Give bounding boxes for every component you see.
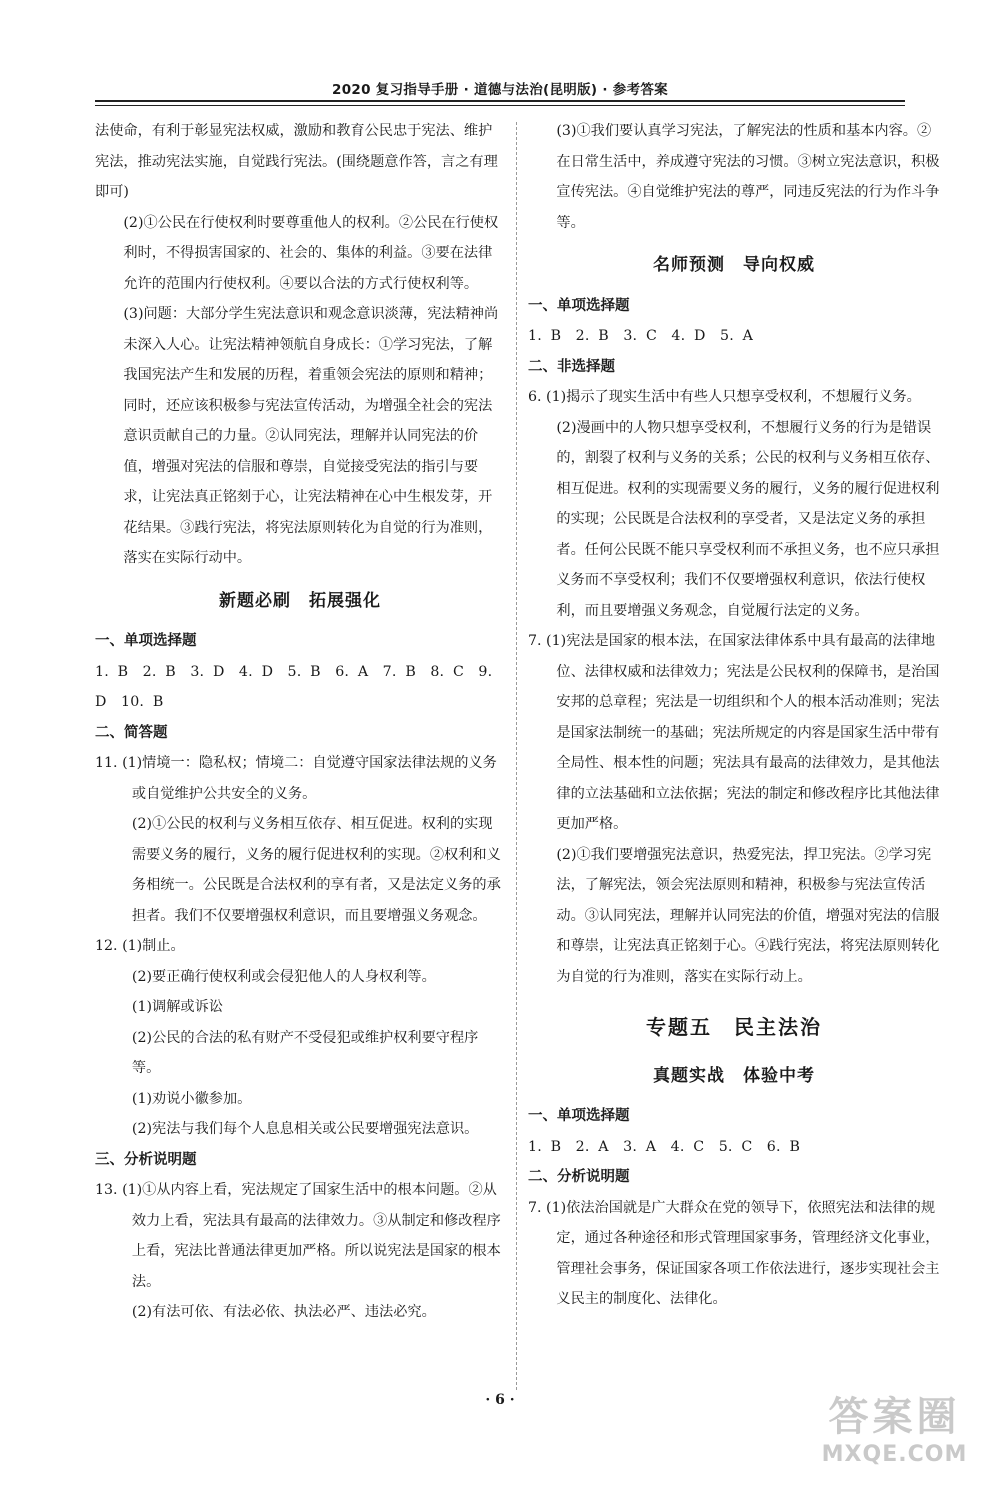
q13-part2: (2)有法可依、有法必依、执法必严、违法必究。 (131, 1304, 436, 1320)
q7-part2: (2)①我们要增强宪法意识，热爱宪法，捍卫宪法。②学习宪法，了解宪法，领会宪法原则和精神，积极参与宪法宣传活动。③认同宪法，理解并认同宪法的价值，增强对宪法的信服和尊崇，让宪法真正铭刻于心。④践行宪法，将宪法原则转化为自觉的行为准则，落实在实际行动上。 (556, 846, 940, 985)
left-mc-answers: 1. B 2. B 3. D 4. D 5. B 6. A 7. B 8. C 9. D 10. B (95, 663, 493, 710)
header-rule-thin (95, 105, 905, 106)
section-title-teacher-forecast: 名师预测 导向权威 (653, 255, 815, 275)
left-intro-line-1: (2)①公民在行使权利时要尊重他人的权利。②公民在行使权利时，不得损害国家的、社会的、集体的利益。③要在法律允许的范围内行使权利。④要以合法的方式行使权利等。 (123, 214, 499, 292)
watermark-big-text: 答案圈 (828, 1394, 961, 1440)
q7-part1: 7. (1)宪法是国家的根本法，在国家法律体系中具有最高的法律地位、法律权威和法律效力；宪法是公民权利的保障书，是治国安邦的总章程；宪法是一切组织和个人的根本活动准则；宪法是国家法制统一的基础；宪法所规定的内容是国家生活中带有全局性、根本性的问题；宪法具有最高的法律效力，是其他法律的立法基础和立法依据；宪法的制定和修改程序比其他法律更加严格。 (528, 633, 940, 832)
q12-line-4: (1)劝说小徽参加。 (131, 1090, 252, 1107)
q7b-answer: 7. (1)依法治国就是广大群众在党的领导下，依照宪法和法律的规定，通过各种途径和形式管理国家事务，管理经济文化事业，管理社会事务，保证国家各项工作依法进行，逐步实现社会主义民主的制度化、法律化。 (528, 1199, 940, 1307)
left-heading-short: 二、简答题 (95, 724, 168, 741)
header-rule-thick (95, 100, 905, 102)
q12-line-3: (2)公民的合法的私有财产不受侵犯或维护权利要守程序等。 (131, 1029, 479, 1076)
watermark-logo (807, 1392, 982, 1477)
section-title-real-exam: 真题实战 体验中考 (653, 1065, 815, 1086)
right-mc-answers-2: 1. B 2. A 3. A 4. C 5. C 6. B (528, 1138, 801, 1155)
section-title-new-questions: 新题必刷 拓展强化 (219, 590, 381, 611)
q12-line-0: 12. (1)制止。 (95, 938, 185, 954)
column-divider (516, 122, 517, 1390)
left-intro-line-0: 法使命，有利于彰显宪法权威，激励和教育公民忠于宪法、维护宪法，推动宪法实施，自觉践行宪法。(围绕题意作答，言之有理即可) (95, 123, 498, 200)
q12-line-5: (2)宪法与我们每个人息息相关或公民要增强宪法意识。 (131, 1121, 479, 1137)
page-number: · 6 · (485, 1392, 515, 1408)
q11-part2: (2)①公民的权利与义务相互依存、相互促进。权利的实现需要义务的履行，义务的履行促进权利的实现。②权利和义务相统一。公民既是合法权利的享有者，又是法定义务的承担者。我们不仅要增强权利意识，而且要增强义务观念。 (131, 816, 501, 924)
right-intro: (3)①我们要认真学习宪法，了解宪法的性质和基本内容。②在日常生活中，养成遵守宪法的习惯。③树立宪法意识，积极宣传宪法。④自觉维护宪法的尊严，同违反宪法的行为作斗争等。 (556, 123, 940, 231)
watermark-small-text: MXQE.COM (821, 1442, 968, 1467)
right-heading-mc: 一、单项选择题 (528, 297, 630, 314)
right-heading-nonmc: 二、非选择题 (528, 358, 615, 375)
right-mc-answers: 1. B 2. B 3. C 4. D 5. A (528, 328, 754, 344)
right-heading-mc-2: 一、单项选择题 (528, 1108, 630, 1124)
left-intro-line-2: (3)问题：大部分学生宪法意识和观念意识淡薄，宪法精神尚未深入人心。让宪法精神领航自身成长：①学习宪法，了解我国宪法产生和发展的历程，着重领会宪法的原则和精神；同时，还应该积极参与宪法宣传活动，为增强全社会的宪法意识贡献自己的力量。②认同宪法，理解并认同宪法的价值，增强对宪法的信服和尊崇，自觉接受宪法的指引与要求，让宪法真正铭刻于心，让宪法精神在心中生根发芽，开花结果。③践行宪法，将宪法原则转化为自觉的行为准则，落实在实际行动中。 (123, 306, 499, 566)
q11-part1: 11. (1)情境一：隐私权；情境二：自觉遵守国家法律法规的义务或自觉维护公共安全的义务。 (95, 755, 497, 802)
page-header: 2020 复习指导手册 · 道德与法治(昆明版) · 参考答案 (332, 82, 668, 98)
right-heading-analysis: 二、分析说明题 (528, 1169, 630, 1185)
q6-part2: (2)漫画中的人物只想享受权利，不想履行义务的行为是错误的，割裂了权利与义务的关系；公民的权利与义务相互依存、相互促进。权利的实现需要义务的履行，义务的履行促进权利的实现；公民既是合法权利的享受者，又是法定义务的承担者。任何公民既不能只享受权利而不承担义务，也不应只承担义务而不享受权利；我们不仅要增强权利意识，依法行使权利，而且要增强义务观念，自觉履行法定的义务。 (556, 419, 940, 619)
q13-part1: 13. (1)①从内容上看，宪法规定了国家生活中的根本问题。②从效力上看，宪法具有最高的法律效力。③从制定和修改程序上看，宪法比普通法律更加严格。所以说宪法是国家的根本法。 (95, 1182, 501, 1290)
q6-part1: 6. (1)揭示了现实生活中有些人只想享受权利，不想履行义务。 (528, 389, 921, 405)
q12-line-2: (1)调解或诉讼 (131, 999, 223, 1015)
left-column (95, 116, 505, 1328)
right-column (528, 116, 940, 1315)
left-heading-mc: 一、单项选择题 (95, 633, 197, 649)
left-heading-analysis: 三、分析说明题 (95, 1151, 197, 1168)
topic-title-democracy-rule-of-law: 专题五 民主法治 (646, 1015, 822, 1039)
q12-line-1: (2)要正确行使权利或会侵犯他人的人身权利等。 (131, 968, 436, 985)
